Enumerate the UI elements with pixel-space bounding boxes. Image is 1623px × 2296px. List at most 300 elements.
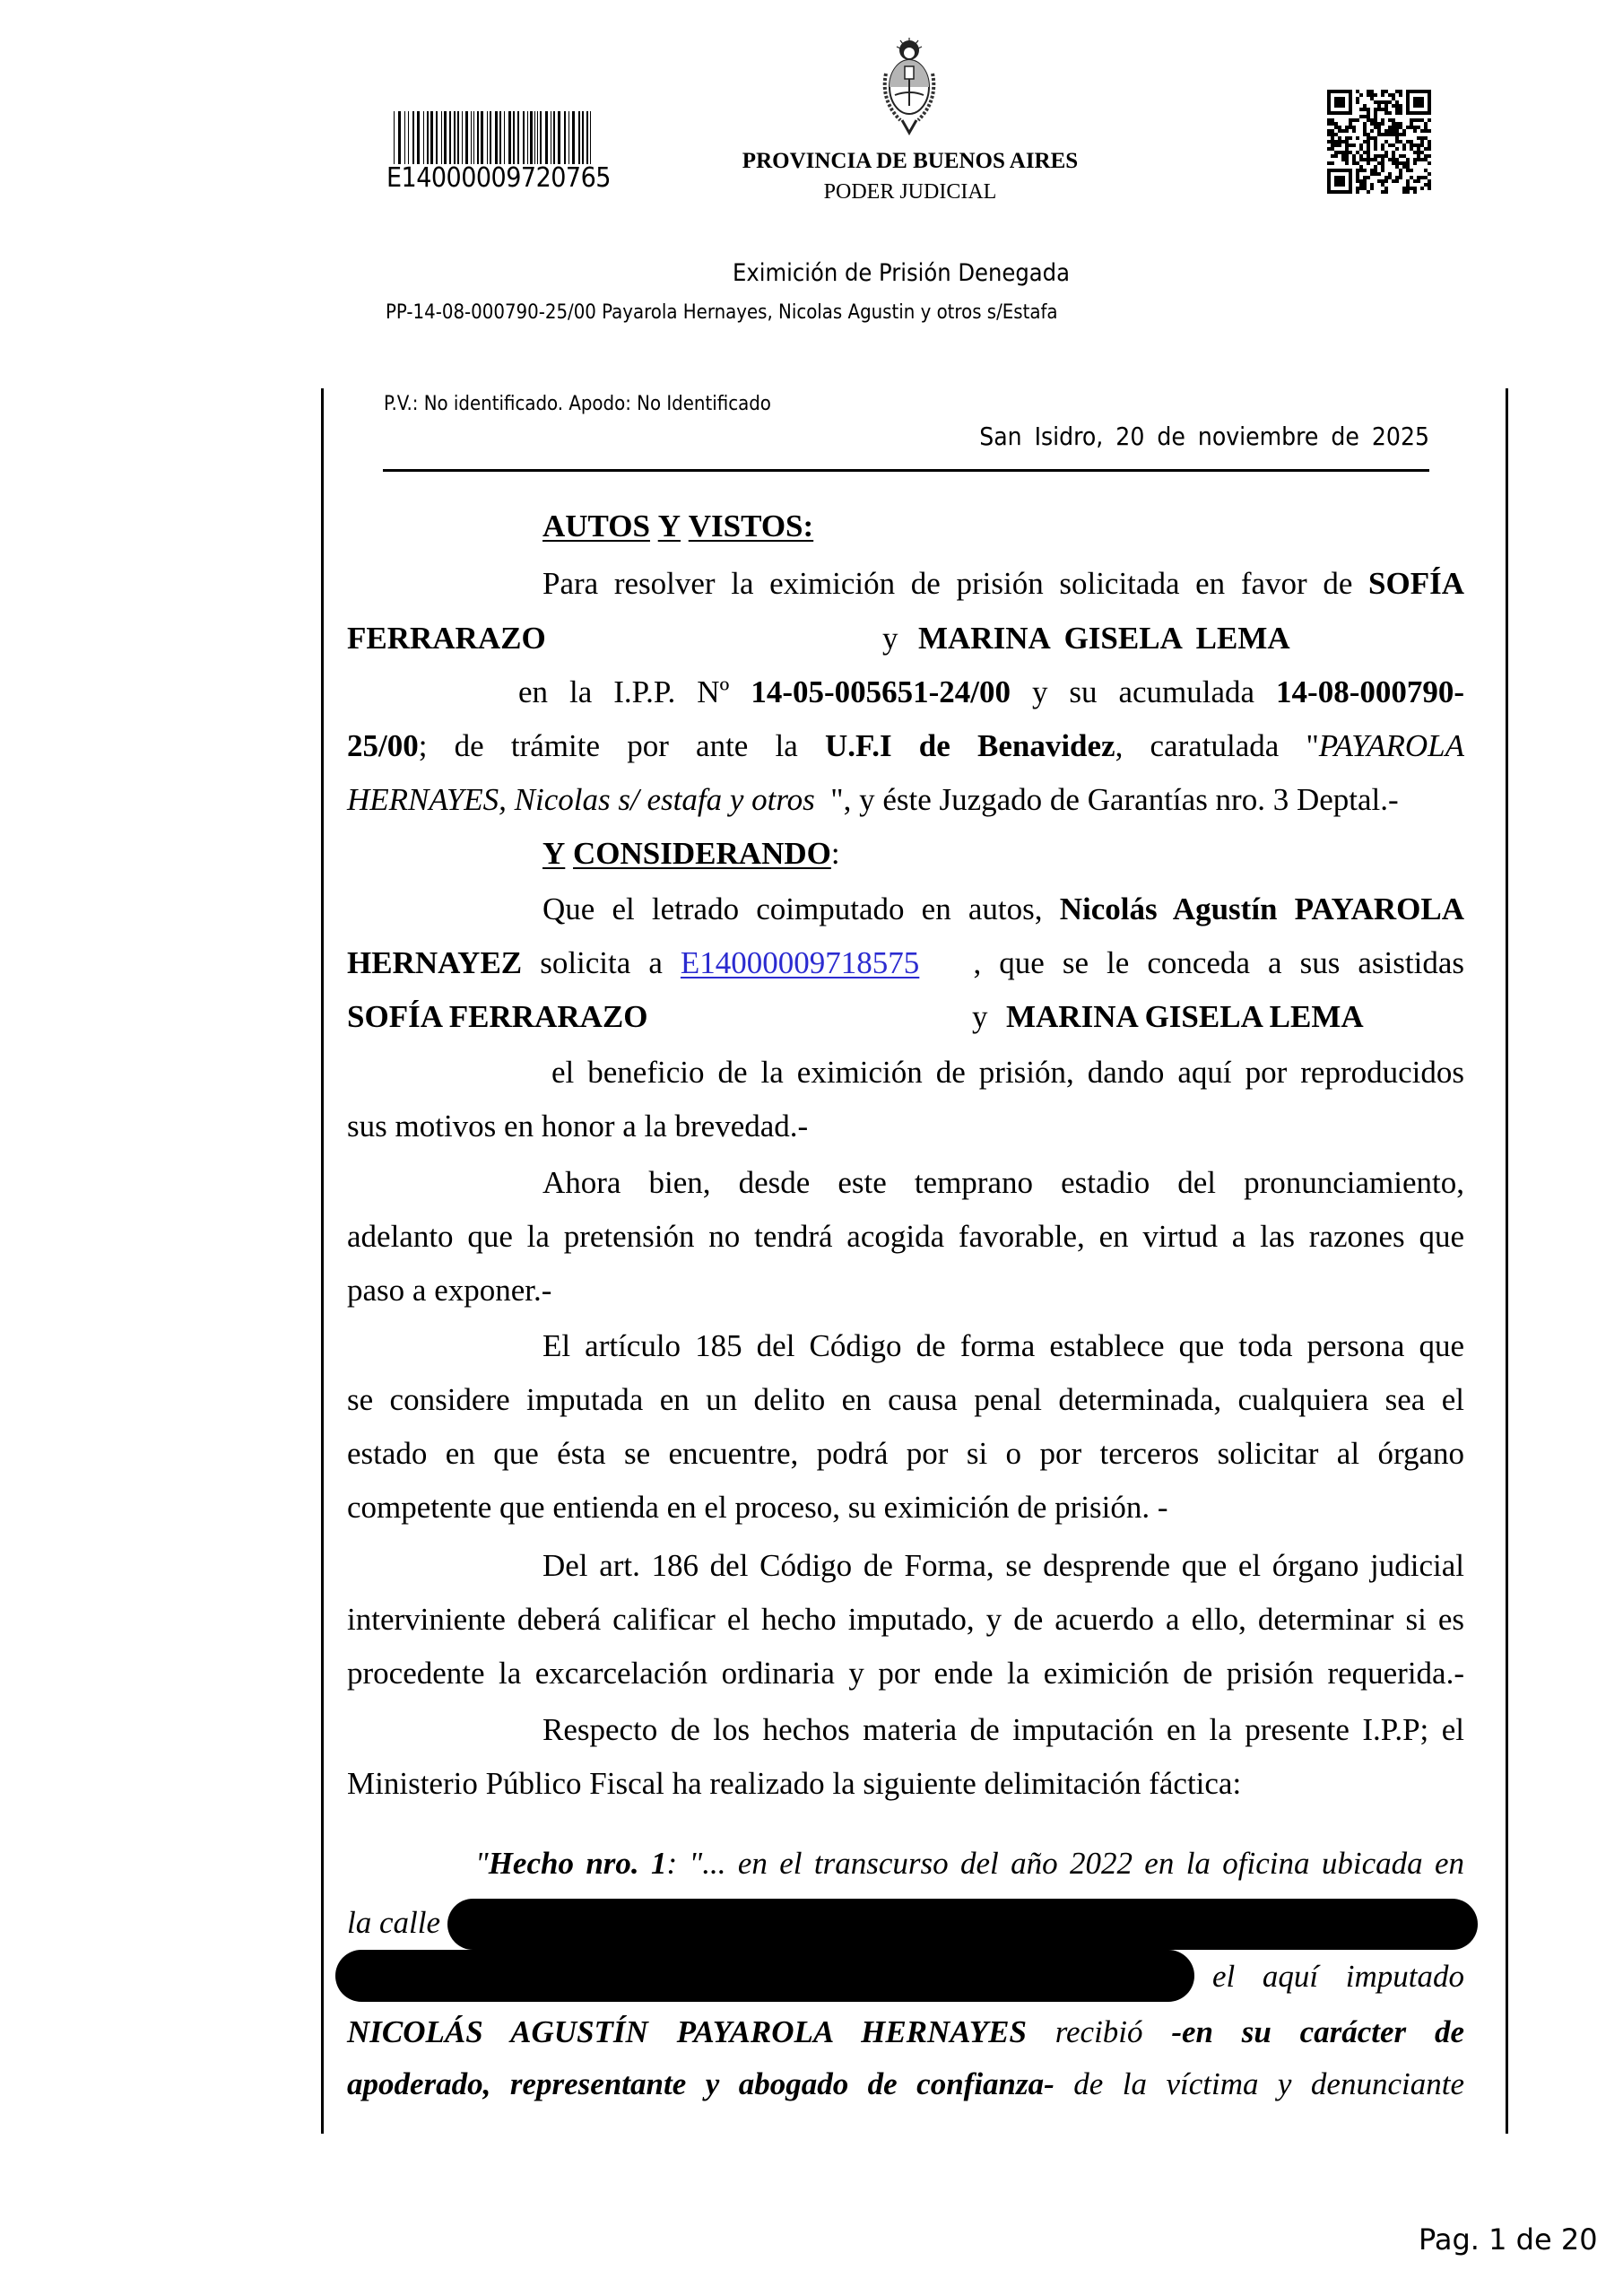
barcode-bar <box>412 111 414 164</box>
qr-module <box>1352 118 1356 122</box>
qr-module <box>1384 179 1388 183</box>
barcode-bar <box>436 111 438 164</box>
barcode-bar <box>449 111 451 164</box>
qr-module <box>1395 90 1399 93</box>
qr-module <box>1359 144 1363 147</box>
qr-module <box>1334 154 1338 158</box>
qr-module <box>1331 118 1334 122</box>
qr-module <box>1374 93 1377 97</box>
qr-module <box>1370 122 1374 126</box>
barcode-bar <box>582 111 584 164</box>
qr-module <box>1356 169 1359 172</box>
text: en la I.P.P. Nº <box>518 674 730 709</box>
qr-module <box>1410 126 1413 129</box>
qr-module <box>1367 133 1370 136</box>
barcode-bar <box>508 111 511 164</box>
qr-module <box>1367 154 1370 158</box>
qr-module <box>1395 133 1399 136</box>
barcode-bar <box>465 111 468 164</box>
qr-module <box>1392 179 1395 183</box>
qr-module <box>1377 126 1381 129</box>
qr-module <box>1424 169 1428 172</box>
qr-module <box>1334 133 1338 136</box>
document-date: San Isidro, 20 de noviembre de 2025 <box>979 422 1429 451</box>
qr-module <box>1392 154 1395 158</box>
qr-module <box>1410 118 1413 122</box>
qr-module <box>1363 104 1367 108</box>
barcode-bar <box>534 111 535 164</box>
qr-module <box>1367 93 1370 97</box>
qr-module <box>1367 140 1370 144</box>
qr-module <box>1377 179 1381 183</box>
qr-module <box>1370 93 1374 97</box>
qr-module <box>1392 161 1395 165</box>
qr-module <box>1388 100 1392 104</box>
qr-module <box>1392 118 1395 122</box>
text: , caratulada " <box>1115 728 1319 763</box>
qr-module <box>1381 122 1384 126</box>
qr-module <box>1413 190 1417 194</box>
text: competente que entienda en el proceso, su eximición de prisión. - <box>347 1490 1168 1525</box>
text: interviniente deberá calificar el hecho imputado, y de acuerdo a ello, determinar si es <box>347 1602 1464 1637</box>
qr-module <box>1388 118 1392 122</box>
qr-module <box>1363 122 1367 126</box>
barcode-bar <box>417 111 420 164</box>
case-reference: PP-14-08-000790-25/00 Payarola Hernayes, Nicolas Agustin y otros s/Estafa <box>386 301 1058 324</box>
qr-module <box>1420 136 1424 140</box>
qr-module <box>1399 90 1402 93</box>
qr-module <box>1402 161 1406 165</box>
qr-module <box>1349 126 1352 129</box>
argentina-coat-of-arms-icon <box>875 38 943 136</box>
qr-module <box>1399 172 1402 176</box>
qr-module <box>1352 158 1356 161</box>
qr-module <box>1363 187 1367 190</box>
paragraph-line <box>347 1380 1464 1420</box>
text: estado en que ésta se encuentre, podrá por si o por terceros solicitar al órgano <box>347 1436 1464 1471</box>
qr-module <box>1388 93 1392 97</box>
qr-module <box>1377 161 1381 165</box>
pv-line: P.V.: No identificado. Apodo: No Identificado <box>384 393 771 415</box>
text: -en su carácter de <box>1171 2014 1464 2049</box>
paragraph-line <box>347 1764 1464 1804</box>
qr-module <box>1367 147 1370 151</box>
paragraph-line <box>542 1326 1464 1366</box>
qr-module <box>1402 165 1406 169</box>
qr-module <box>1399 126 1402 129</box>
qr-module <box>1406 190 1410 194</box>
qr-module <box>1413 151 1417 154</box>
text: ; de trámite por ante la <box>418 728 798 763</box>
qr-module <box>1420 158 1424 161</box>
barcode-bar <box>537 111 538 164</box>
barcode-bar <box>481 111 483 164</box>
qr-module <box>1406 165 1410 169</box>
qr-module <box>1381 169 1384 172</box>
qr-module <box>1363 108 1367 111</box>
qr-module <box>1395 111 1399 115</box>
qr-module <box>1370 172 1374 176</box>
qr-module <box>1399 154 1402 158</box>
qr-module <box>1395 122 1399 126</box>
defendant-name: MARINA GISELA LEMA <box>918 621 1290 656</box>
heading-word: AUTOS <box>542 509 650 544</box>
qr-module <box>1417 151 1420 154</box>
qr-module <box>1334 176 1345 187</box>
qr-module <box>1334 151 1338 154</box>
qr-module <box>1395 140 1399 144</box>
qr-module <box>1327 133 1331 136</box>
ipp-number: 14-08-000790- <box>1276 674 1465 709</box>
qr-module <box>1399 122 1402 126</box>
qr-module <box>1392 97 1395 100</box>
barcode-bar <box>586 111 588 164</box>
qr-module <box>1428 187 1431 190</box>
qr-module <box>1338 151 1341 154</box>
qr-module <box>1374 147 1377 151</box>
barcode-bar <box>477 111 479 164</box>
qr-module <box>1399 133 1402 136</box>
barcode-bar <box>430 111 433 164</box>
qr-module <box>1349 122 1352 126</box>
qr-module <box>1395 179 1399 183</box>
qr-module <box>1327 140 1331 144</box>
qr-module <box>1420 118 1424 122</box>
qr-module <box>1399 161 1402 165</box>
qr-module <box>1406 158 1410 161</box>
paragraph-line <box>542 1710 1464 1750</box>
qr-module <box>1359 93 1363 97</box>
qr-module <box>1374 122 1377 126</box>
qr-module <box>1399 140 1402 144</box>
qr-module <box>1410 140 1413 144</box>
qr-module <box>1392 158 1395 161</box>
qr-module <box>1359 108 1363 111</box>
qr-module <box>1406 140 1410 144</box>
qr-module <box>1381 133 1384 136</box>
qr-module <box>1395 108 1399 111</box>
qr-module <box>1345 158 1349 161</box>
qr-module <box>1352 161 1356 165</box>
qr-module <box>1370 183 1374 187</box>
paragraph-line <box>347 1271 1464 1310</box>
barcode-bar <box>454 111 456 164</box>
paragraph-line <box>347 619 1464 658</box>
qr-module <box>1349 144 1352 147</box>
qr-module <box>1406 126 1410 129</box>
qr-module <box>1374 136 1377 140</box>
text: el beneficio de la eximición de prisión, dando aquí por reproducidos <box>551 1055 1464 1090</box>
qr-module <box>1413 118 1417 122</box>
barcode-bar <box>530 111 533 164</box>
barcode-bar <box>564 111 566 164</box>
qr-module <box>1413 179 1417 183</box>
qr-module <box>1395 165 1399 169</box>
qr-module <box>1341 140 1345 144</box>
text: de la víctima y denunciante <box>1073 2066 1464 2101</box>
qr-module <box>1356 90 1359 93</box>
qr-module <box>1359 187 1363 190</box>
qr-module <box>1424 176 1428 179</box>
qr-module <box>1374 118 1377 122</box>
qr-module <box>1402 190 1406 194</box>
qr-module <box>1367 118 1370 122</box>
qr-module <box>1374 158 1377 161</box>
qr-module <box>1367 136 1370 140</box>
qr-module <box>1367 190 1370 194</box>
qr-module <box>1402 154 1406 158</box>
qr-module <box>1374 154 1377 158</box>
qr-module <box>1413 129 1417 133</box>
qr-module <box>1341 151 1345 154</box>
qr-module <box>1356 118 1359 122</box>
qr-module <box>1395 136 1399 140</box>
defendant-name: MARINA GISELA LEMA <box>1006 999 1364 1034</box>
document-link[interactable]: E14000009718575 <box>680 945 920 980</box>
qr-module <box>1388 126 1392 129</box>
qr-module <box>1338 144 1341 147</box>
barcode-bar <box>578 111 580 164</box>
barcode-bar <box>540 111 542 164</box>
qr-module <box>1413 161 1417 165</box>
qr-module <box>1370 136 1374 140</box>
province-title: PROVINCIA DE BUENOS AIRES <box>742 149 1079 173</box>
qr-module <box>1384 187 1388 190</box>
qr-module <box>1374 172 1377 176</box>
heading-word: Y <box>657 509 681 544</box>
qr-module <box>1341 129 1345 133</box>
page-number: Pag. 1 de 20 <box>1419 2222 1598 2257</box>
quote-line <box>347 2013 1464 2052</box>
qr-module <box>1384 108 1388 111</box>
redaction-bar <box>335 1950 1194 2002</box>
qr-module <box>1388 129 1392 133</box>
qr-module <box>1338 136 1341 140</box>
barcode-bar <box>427 111 429 164</box>
qr-module <box>1428 144 1431 147</box>
text: : "... en el transcurso del año 2022 en la oficina ubicada en <box>666 1846 1464 1881</box>
qr-module <box>1417 136 1420 140</box>
text: apoderado, representante y abogado de confianza- <box>347 2066 1055 2101</box>
qr-module <box>1399 169 1402 172</box>
text: solicita a <box>540 945 663 980</box>
qr-module <box>1395 100 1399 104</box>
paragraph-line <box>347 1434 1464 1474</box>
qr-module <box>1363 176 1367 179</box>
qr-module <box>1359 115 1363 118</box>
qr-module <box>1410 169 1413 172</box>
text: Del art. 186 del Código de Forma, se desprende que el órgano judicial <box>542 1548 1464 1583</box>
qr-module <box>1331 140 1334 144</box>
qr-module <box>1327 147 1331 151</box>
qr-module <box>1363 126 1367 129</box>
qr-module <box>1388 133 1392 136</box>
qr-module <box>1356 190 1359 194</box>
qr-module <box>1377 104 1381 108</box>
qr-module <box>1377 122 1381 126</box>
qr-module <box>1381 165 1384 169</box>
barcode-bar <box>545 111 548 164</box>
qr-module <box>1424 122 1428 126</box>
qr-module <box>1399 111 1402 115</box>
qr-module <box>1384 190 1388 194</box>
qr-module <box>1363 169 1367 172</box>
barcode-bar <box>513 111 515 164</box>
qr-module <box>1381 147 1384 151</box>
qr-module <box>1359 147 1363 151</box>
text: el aquí imputado <box>1212 1959 1464 1994</box>
qr-module <box>1345 154 1349 158</box>
qr-module <box>1428 118 1431 122</box>
text: Ahora bien, desde este temprano estadio del pronunciamiento, <box>542 1165 1464 1200</box>
qr-module <box>1356 136 1359 140</box>
qr-module <box>1410 144 1413 147</box>
qr-module <box>1392 151 1395 154</box>
text: y <box>882 621 898 656</box>
qr-module <box>1428 147 1431 151</box>
defendant-name: SOFÍA FERRARAZO <box>347 999 648 1034</box>
qr-module <box>1334 140 1338 144</box>
barcode-bar <box>487 111 488 164</box>
qr-module <box>1392 93 1395 97</box>
barcode-bar <box>444 111 447 164</box>
qr-module <box>1402 187 1406 190</box>
qr-module <box>1388 158 1392 161</box>
qr-module <box>1417 118 1420 122</box>
qr-module <box>1381 118 1384 122</box>
paragraph-line <box>518 673 1464 712</box>
qr-module <box>1392 144 1395 147</box>
text: se considere imputada en un delito en causa penal determinada, cualquiera sea el <box>347 1382 1464 1417</box>
qr-module <box>1374 100 1377 104</box>
qr-module <box>1424 158 1428 161</box>
qr-module <box>1367 108 1370 111</box>
text: paso a exponer.- <box>347 1273 552 1308</box>
qr-module <box>1406 179 1410 183</box>
qr-module <box>1367 161 1370 165</box>
qr-module <box>1331 144 1334 147</box>
qr-module <box>1338 129 1341 133</box>
qr-module <box>1392 122 1395 126</box>
qr-module <box>1338 140 1341 144</box>
text: El artículo 185 del Código de forma establece que toda persona que <box>542 1328 1464 1363</box>
qr-module <box>1331 133 1334 136</box>
qr-module <box>1356 172 1359 176</box>
qr-module <box>1331 147 1334 151</box>
qr-module <box>1395 104 1399 108</box>
qr-module <box>1399 104 1402 108</box>
case-title: HERNAYES, Nicolas s/ estafa y otros <box>347 782 815 817</box>
qr-module <box>1363 133 1367 136</box>
qr-module <box>1392 133 1395 136</box>
barcode-bar <box>517 111 519 164</box>
qr-module <box>1406 183 1410 187</box>
qr-module <box>1327 122 1331 126</box>
paragraph-line <box>347 944 1464 983</box>
qr-module <box>1345 136 1349 140</box>
qr-module <box>1381 100 1384 104</box>
qr-module <box>1331 122 1334 126</box>
qr-module <box>1395 126 1399 129</box>
qr-module <box>1402 147 1406 151</box>
qr-module <box>1359 179 1363 183</box>
qr-module <box>1384 129 1388 133</box>
qr-module <box>1395 161 1399 165</box>
lawyer-name: Nicolás Agustín PAYAROLA <box>1059 891 1464 926</box>
qr-module <box>1345 144 1349 147</box>
qr-module <box>1327 161 1331 165</box>
qr-module <box>1363 151 1367 154</box>
qr-module <box>1334 97 1345 108</box>
fact-label: Hecho nro. 1 <box>488 1846 667 1881</box>
qr-module <box>1338 126 1341 129</box>
qr-module <box>1388 144 1392 147</box>
qr-module <box>1367 115 1370 118</box>
qr-module <box>1367 90 1370 93</box>
qr-module <box>1417 179 1420 183</box>
qr-module <box>1359 154 1363 158</box>
qr-module <box>1359 183 1363 187</box>
barcode-number: E14000009720765 <box>386 162 611 194</box>
qr-module <box>1428 183 1431 187</box>
qr-module <box>1331 136 1334 140</box>
qr-module <box>1345 129 1349 133</box>
qr-module <box>1327 118 1331 122</box>
qr-module <box>1381 144 1384 147</box>
qr-module <box>1420 187 1424 190</box>
defendant-name: FERRARAZO <box>347 621 546 656</box>
qr-module <box>1384 133 1388 136</box>
barcode-bar <box>572 111 575 164</box>
qr-module <box>1417 126 1420 129</box>
qr-module <box>1356 97 1359 100</box>
qr-module <box>1381 93 1384 97</box>
qr-module <box>1406 161 1410 165</box>
qr-module <box>1428 154 1431 158</box>
qr-module <box>1413 97 1424 108</box>
qr-module <box>1377 172 1381 176</box>
qr-module <box>1363 179 1367 183</box>
qr-module <box>1352 126 1356 129</box>
qr-module <box>1349 136 1352 140</box>
qr-module <box>1370 187 1374 190</box>
heading-word: CONSIDERANDO <box>573 836 831 871</box>
qr-module <box>1356 161 1359 165</box>
qr-module <box>1374 169 1377 172</box>
heading-word: VISTOS: <box>688 509 814 544</box>
qr-module <box>1370 90 1374 93</box>
paragraph-line <box>347 1217 1464 1257</box>
paragraph-line <box>551 1053 1464 1092</box>
qr-module <box>1381 154 1384 158</box>
paragraph-line <box>542 564 1464 604</box>
qr-module <box>1410 187 1413 190</box>
heading-word: Y <box>542 836 566 871</box>
qr-module <box>1395 129 1399 133</box>
qr-module <box>1417 144 1420 147</box>
qr-module <box>1402 144 1406 147</box>
qr-module <box>1374 115 1377 118</box>
qr-module <box>1392 126 1395 129</box>
paragraph-line <box>347 1488 1464 1527</box>
qr-module <box>1374 140 1377 144</box>
qr-module <box>1345 147 1349 151</box>
ufi-name: U.F.I de Benavidez <box>825 728 1115 763</box>
text: recibió <box>1055 2014 1143 2049</box>
qr-module <box>1392 129 1395 133</box>
qr-module <box>1420 140 1424 144</box>
quote-line <box>475 1844 1464 1883</box>
